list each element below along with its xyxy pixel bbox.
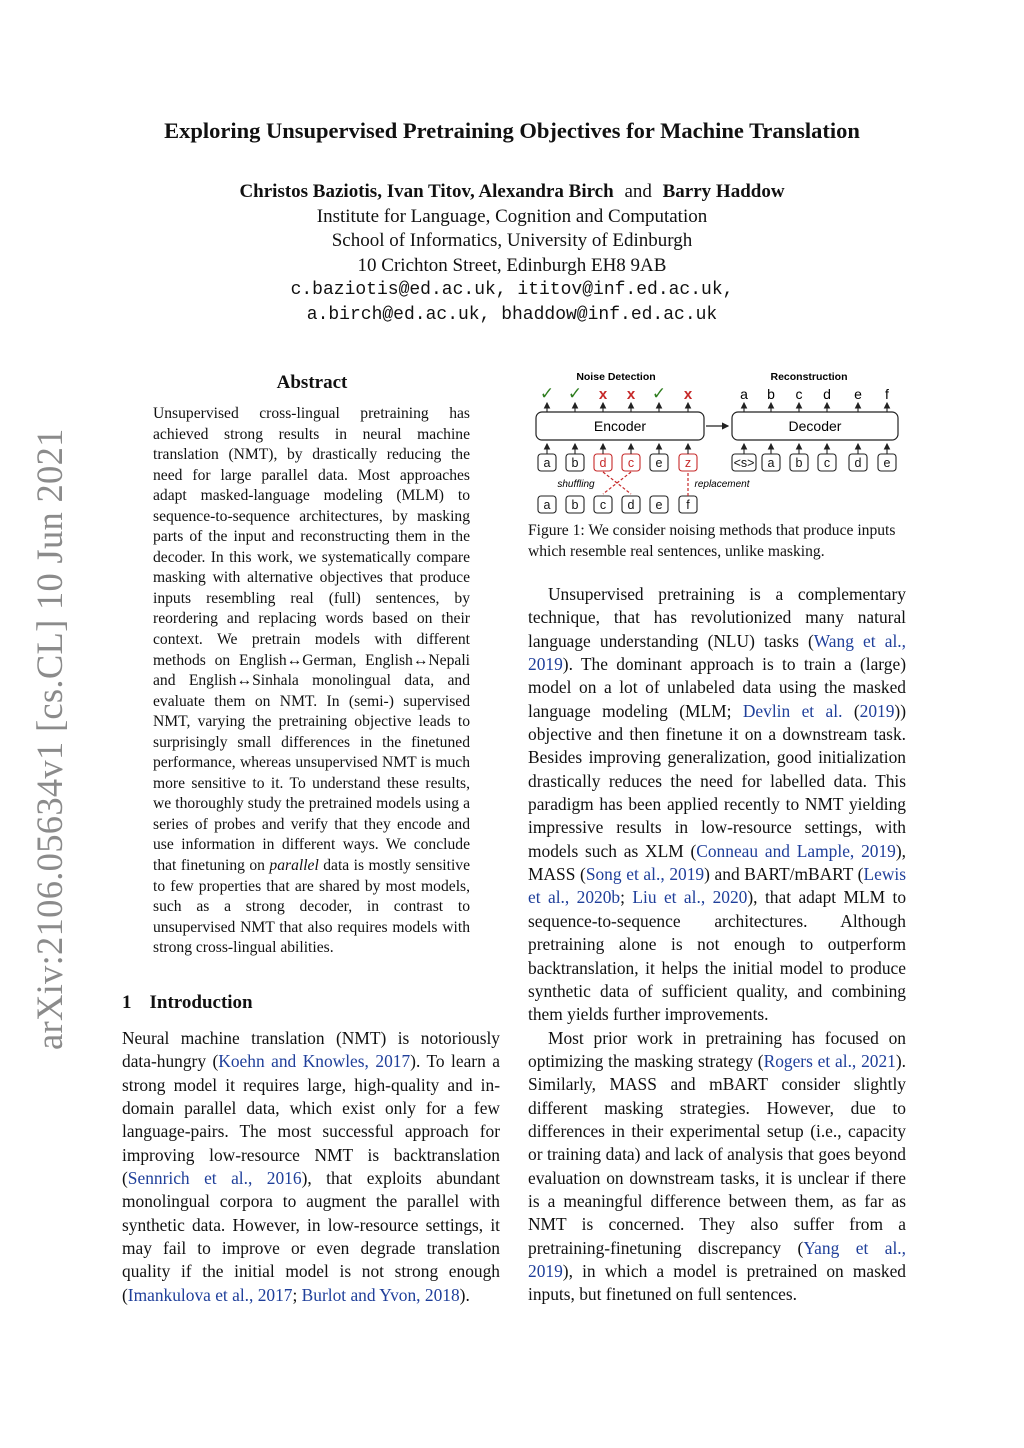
decoder-input-token: e: [883, 456, 891, 470]
affiliation-1: Institute for Language, Cognition and Computation: [316, 205, 708, 227]
citation-link[interactable]: Imankulova et al., 2017: [127, 1284, 293, 1305]
encoder-input-token: z: [684, 456, 692, 470]
encoder-input-token: c: [627, 456, 635, 470]
citation-link[interactable]: Devlin et al.: [742, 700, 843, 721]
author-list: Christos Baziotis, Ivan Titov, Alexandra Birch: [239, 181, 614, 202]
decoder-input-token: d: [854, 456, 862, 470]
author-block: [0, 180, 1024, 327]
abstract-emphasis: parallel: [269, 857, 319, 875]
noise-detected-x-icon: x: [683, 386, 693, 403]
author-and: and: [624, 181, 652, 202]
citation-link[interactable]: 2019: [859, 700, 895, 721]
figure-1-diagram: [528, 364, 908, 514]
reconstructed-token: e: [854, 386, 862, 402]
original-token: d: [627, 498, 635, 512]
paper-title: Exploring Unsupervised Pretraining Objectives for Machine Translation: [164, 118, 860, 143]
citation-link[interactable]: Burlot and Yvon, 2018: [301, 1284, 460, 1305]
clean-check-icon: ✓: [539, 384, 555, 403]
citation-link[interactable]: Song et al., 2019: [585, 864, 705, 885]
replacement-label: replacement: [694, 479, 750, 490]
reconstructed-token: a: [740, 386, 748, 402]
encoder-input-token: d: [599, 456, 607, 470]
author-last: Barry Haddow: [662, 181, 785, 202]
original-token: f: [686, 498, 690, 512]
emails-line-1: c.baziotis@ed.ac.uk, ititov@inf.ed.ac.uk,: [290, 280, 734, 300]
abstract-part-2: data is mostly sensitive to few properties that are shared by most models, such as a strong decoder, in contrast to unsupervised NMT that also requires models with strong cross-lingual abilities.: [153, 857, 470, 957]
encoder-input-token: a: [543, 456, 551, 470]
section-heading-introduction: [122, 992, 271, 1014]
citation-link[interactable]: Yang et al., 2019: [528, 1237, 906, 1281]
reconstructed-token: c: [795, 386, 803, 402]
reconstruction-title: Reconstruction: [770, 371, 848, 383]
reconstructed-token: b: [767, 386, 775, 402]
original-token: a: [543, 498, 551, 512]
decoder-label: Decoder: [788, 418, 842, 434]
encoder-input-token: e: [655, 456, 663, 470]
noise-detected-x-icon: x: [626, 386, 636, 403]
citation-link[interactable]: Lewis et al., 2020b: [528, 864, 906, 908]
original-token: e: [655, 498, 663, 512]
section-number: 1: [122, 992, 132, 1013]
abstract-heading: Abstract: [276, 372, 348, 393]
intro-paragraph-2: Unsupervised pretraining is a complementary technique, that has revolutionized many natural language understanding (NLU) tasks (Wang et al., 2019). The dominant approach is to train a (large) model on a lot of unlabeled data using the masked language modeling (MLM; Devlin et al. (2019)) objective and then finetune it on a downstream task. Besides improving generalization, good initialization drastically reduces the need for labelled data. This paradigm has been applied recently to NMT yielding impressive results in low-resource settings, with models such as XLM (Conneau and Lample, 2019), MASS (Song et al., 2019) and BART/mBART (Lewis et al., 2020b; Liu et al., 2020), that adapt MLM to sequence-to-sequence architectures. Although pretraining alone is not enough to outperform backtranslation, it helps the initial model to produce synthetic data of sufficient quality, and combining them yields further improvements.: [528, 584, 907, 1025]
shuffling-label: shuffling: [557, 479, 595, 490]
encoder-label: Encoder: [593, 418, 647, 434]
abstract-text: [153, 404, 470, 959]
author-names: [0, 180, 1024, 205]
citation-link[interactable]: Rogers et al., 2021: [763, 1050, 896, 1071]
decoder-input-token: a: [767, 456, 775, 470]
left-column: [122, 1027, 500, 1307]
decoder-input-token: <s>: [733, 456, 755, 470]
original-token: b: [571, 498, 579, 512]
citation-link[interactable]: Sennrich et al., 2016: [127, 1168, 302, 1189]
affiliation-2: School of Informatics, University of Edinburgh: [331, 230, 693, 251]
arxiv-sidebar: arXiv:2106.05634v1 [cs.CL] 10 Jun 2021: [29, 428, 70, 1050]
affiliation-3: 10 Crichton Street, Edinburgh EH8 9AB: [357, 254, 667, 276]
abstract-part-1: Unsupervised cross-lingual pretraining has achieved strong results in neural machine translation (NMT), by drastically reducing the need for large parallel data. Most approaches adapt masked-language modeling (MLM) to sequence-to-sequence architectures, by masking parts of the input and reconstructing them in the decoder. In this work, we systematically compare masking with alternative objectives that produce inputs resembling real (full) sentences, by reordering and replacing words based on their context. We pretrain models with different methods on English↔German, English↔Nepali and English↔Sinhala monolingual data, and evaluate them on NMT. In (semi-) supervised NMT, varying the pretraining objective leads to surprisingly small differences in the finetuned performance, whereas unsupervised NMT is much more sensitive to it. To understand these results, we thoroughly study the pretrained models using a series of probes and verify that they encode and use information in different ways. We conclude that finetuning on: [153, 405, 470, 875]
reconstructed-token: f: [885, 386, 889, 402]
section-title: Introduction: [149, 992, 253, 1013]
noise-detection-title: Noise Detection: [576, 371, 656, 383]
noise-detected-x-icon: x: [598, 386, 608, 403]
clean-check-icon: ✓: [567, 384, 583, 403]
clean-check-icon: ✓: [651, 384, 667, 403]
emails-line-2: a.birch@ed.ac.uk, bhaddow@inf.ed.ac.uk: [306, 304, 718, 325]
encoder-input-token: b: [571, 456, 579, 470]
right-column: [528, 583, 906, 1307]
intro-paragraph-1: Neural machine translation (NMT) is notoriously data-hungry (Koehn and Knowles, 2017). To learn a strong model it requires large, high-quality and in-domain parallel data, which exist only for a few language-pairs. The most successful approach for improving low-resource NMT is backtranslation (Sennrich et al., 2016), that exploits abundant monolingual corpora to augment the parallel with synthetic data. However, in low-resource settings, it may fail to improve or even degrade translation quality if the initial model is not strong enough (Imankulova et al., 2017; Burlot and Yvon, 2018).: [122, 1028, 500, 1305]
decoder-input-token: c: [823, 456, 831, 470]
intro-paragraph-3: Most prior work in pretraining has focused on optimizing the masking strategy (Rogers et al., 2021). Similarly, MASS and mBART consider slightly different masking strategies. However, due to differences in their experimental setup (i.e., capacity or training data) and lack of analysis that goes beyond evaluation on downstream tasks, it is unclear if there is a meaningful difference between them, as far as NMT is concerned. They also suffer from a pretraining-finetuning discrepancy (Yang et al., 2019), in which a model is pretrained on masked inputs, but finetuned on full sentences.: [528, 1027, 906, 1305]
reconstructed-token: d: [823, 386, 831, 402]
citation-link[interactable]: Conneau and Lample, 2019: [696, 840, 896, 861]
citation-link[interactable]: Koehn and Knowles, 2017: [218, 1051, 411, 1072]
decoder-input-token: b: [795, 456, 803, 470]
citation-link[interactable]: Liu et al., 2020: [632, 887, 748, 908]
figure-caption: Figure 1: We consider noising methods that produce inputs which resemble real sentences, unlike masking.: [528, 522, 896, 560]
original-token: c: [599, 498, 607, 512]
citation-link[interactable]: Wang et al., 2019: [528, 630, 906, 675]
